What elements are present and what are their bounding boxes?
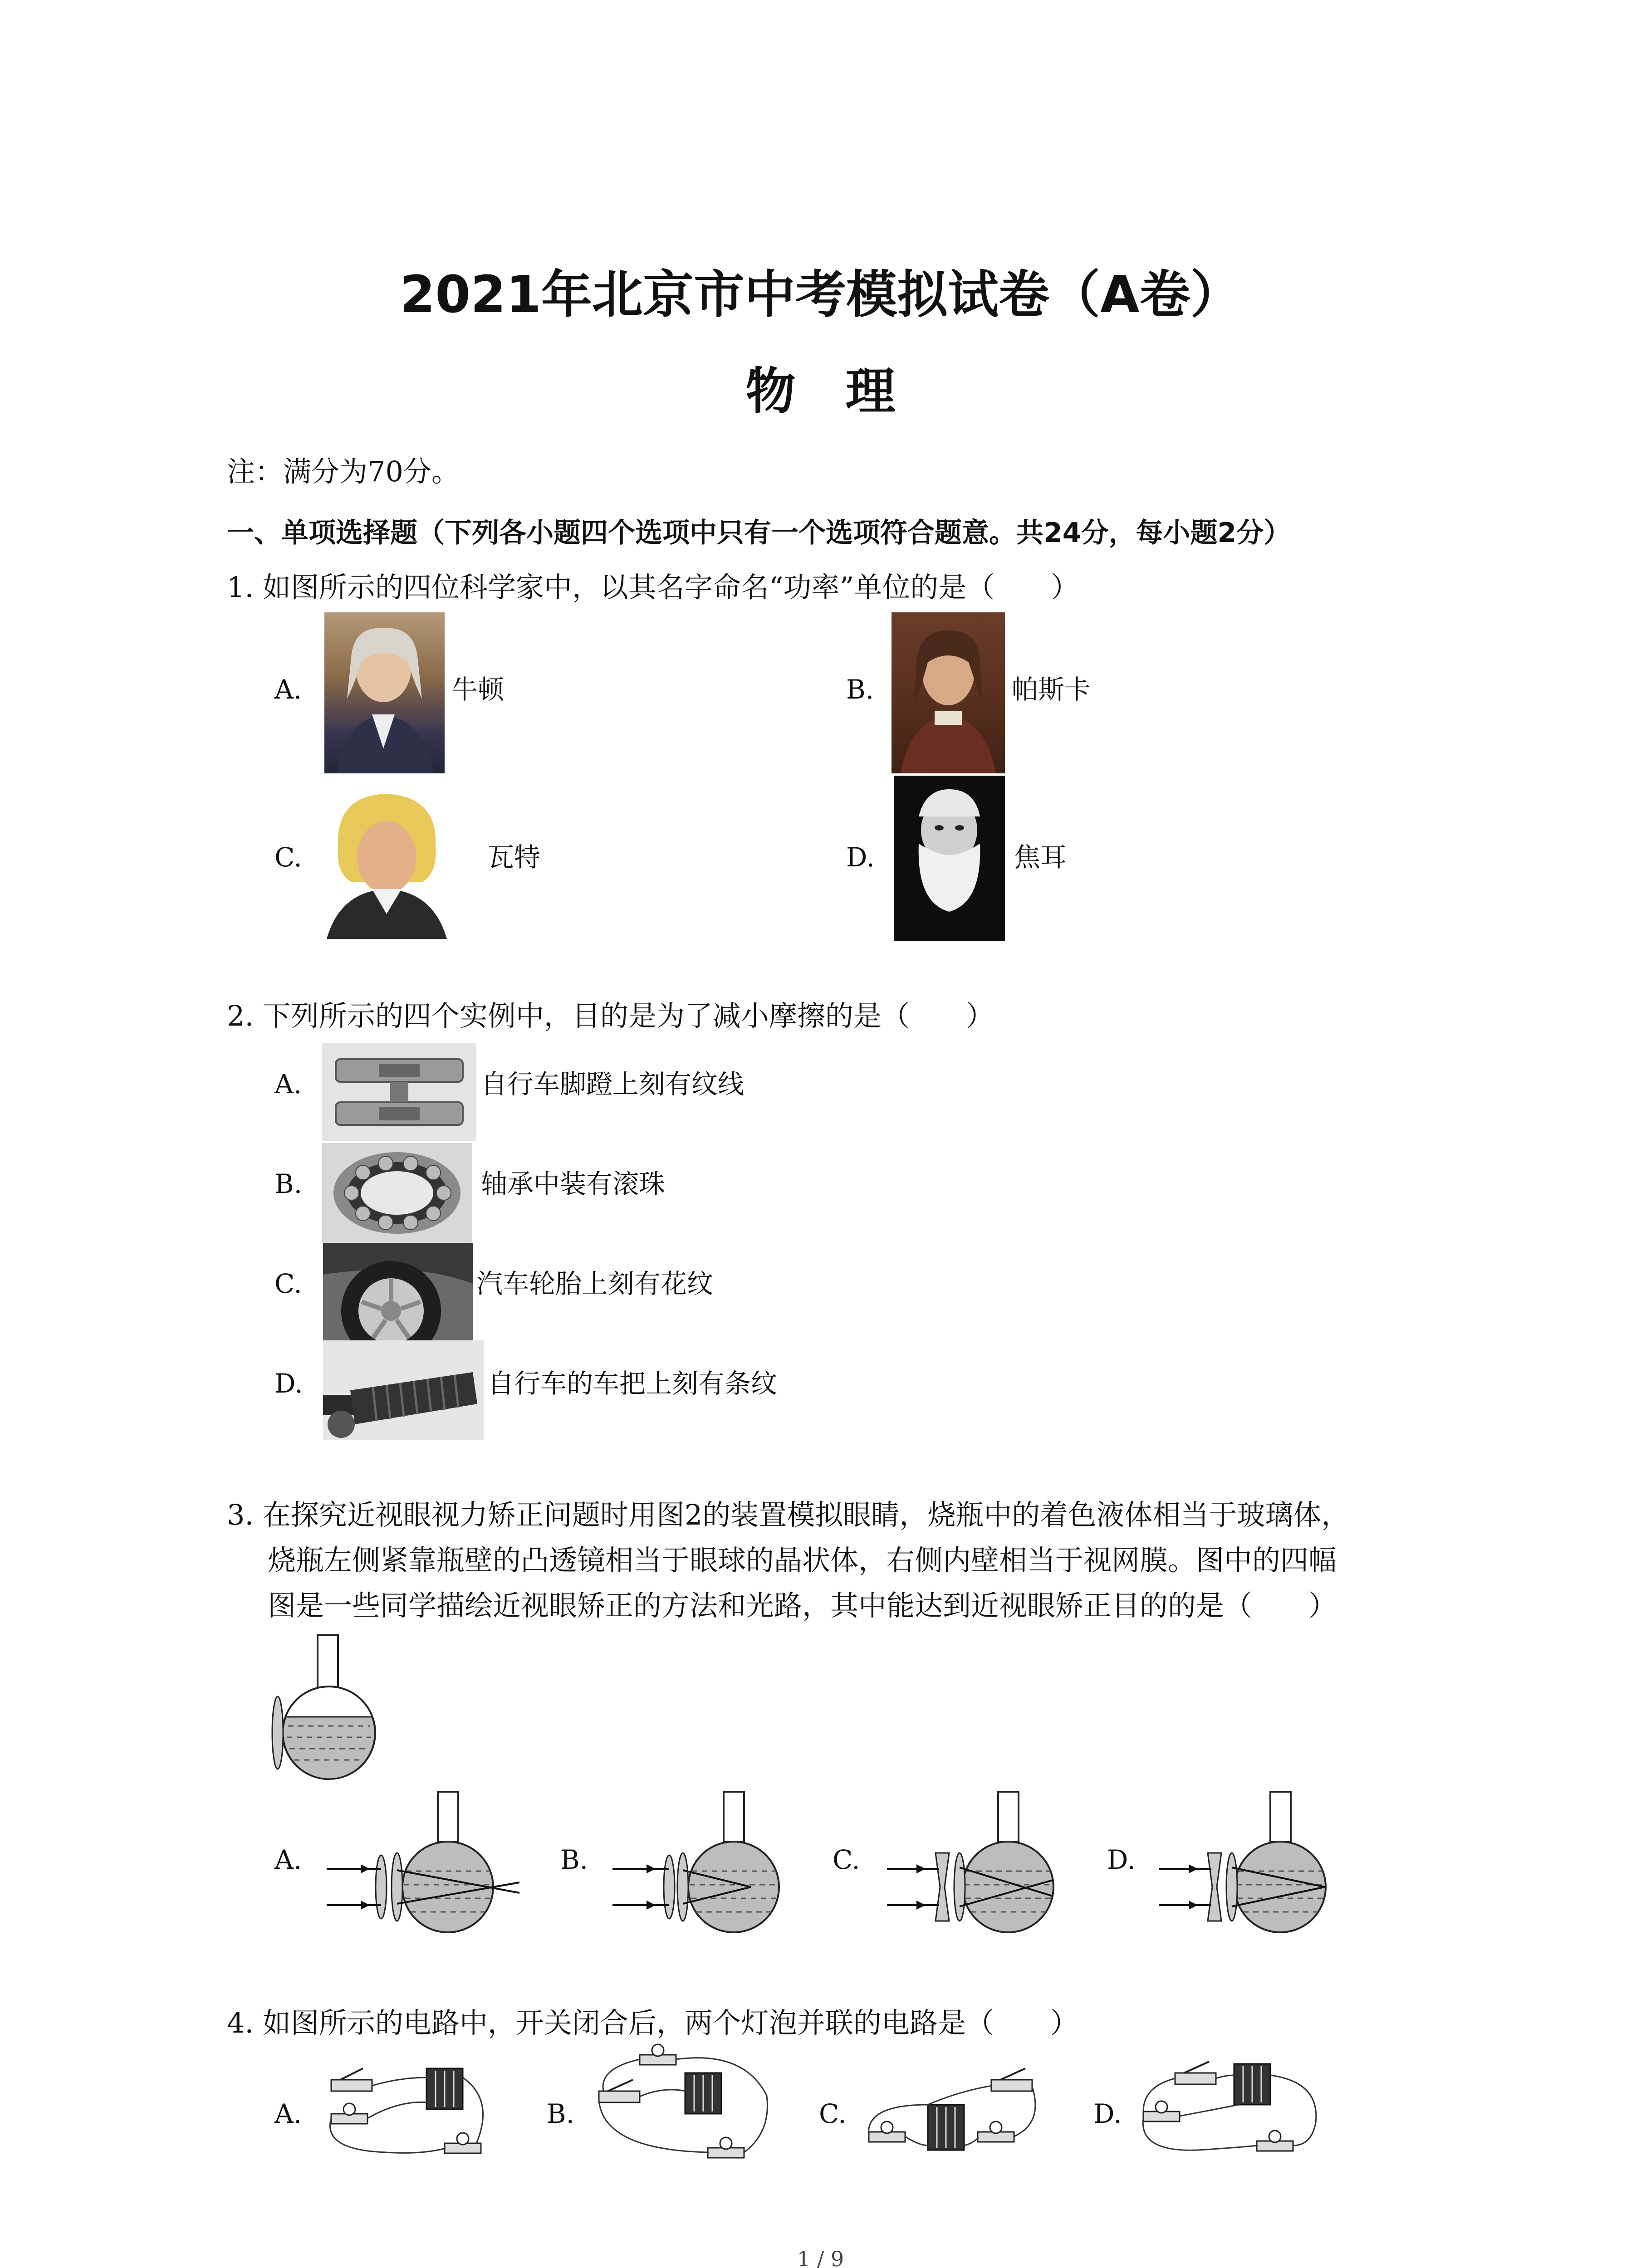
watt-portrait	[322, 778, 451, 939]
question-3-line-3: 图是一些同学描绘近视眼矫正的方法和光路，其中能达到近视眼矫正目的的是（ ）	[268, 1589, 1337, 1622]
question-3-line-1: 3. 在探究近视眼视力矫正问题时用图2的装置模拟眼睛，烧瓶中的着色液体相当于玻璃体，	[227, 1498, 1350, 1531]
page-number: 1 / 9	[797, 2247, 844, 2268]
q2-option-d-letter: D.	[274, 1368, 303, 1399]
q2-option-b-letter: B.	[274, 1168, 303, 1199]
newton-portrait	[324, 612, 445, 773]
q2-option-c-letter: C.	[274, 1268, 302, 1299]
ball-bearing-image	[322, 1143, 472, 1243]
q4-option-d-letter: D.	[1093, 2098, 1122, 2129]
bicycle-pedal-image	[322, 1043, 476, 1141]
q1-option-d-letter: D.	[846, 842, 875, 873]
q1-option-d-text: 焦耳	[1014, 842, 1067, 873]
car-tire-image	[323, 1243, 473, 1340]
question-1-stem: 1. 如图所示的四位科学家中，以其名字命名“功率”单位的是（ ）	[227, 571, 1079, 604]
pascal-portrait	[892, 612, 1005, 773]
q3-option-b-letter: B.	[560, 1844, 588, 1875]
flask-apparatus-figure	[268, 1633, 386, 1787]
q1-option-a-letter: A.	[274, 674, 302, 705]
q4-option-c-circuit	[864, 2055, 1046, 2173]
q4-option-a-circuit	[322, 2059, 504, 2168]
q3-option-a-letter: A.	[274, 1844, 302, 1875]
section-heading: 一、单项选择题（下列各小题四个选项中只有一个选项符合题意。共24分，每小题2分）	[227, 517, 1291, 549]
q1-option-b-text: 帕斯卡	[1012, 674, 1091, 705]
score-note: 注：满分为70分。	[227, 455, 460, 488]
question-3-line-2: 烧瓶左侧紧靠瓶壁的凸透镜相当于眼球的晶状体，右侧内壁相当于视网膜。图中的四幅	[268, 1544, 1337, 1577]
q2-option-a-letter: A.	[274, 1069, 302, 1100]
q2-option-a-text: 自行车脚蹬上刻有纹线	[481, 1069, 745, 1100]
joule-portrait	[894, 776, 1005, 941]
q3-option-d-letter: D.	[1107, 1844, 1136, 1875]
q1-option-a-text: 牛顿	[451, 674, 505, 705]
q4-option-b-letter: B.	[547, 2098, 575, 2129]
q4-option-c-letter: C.	[819, 2098, 847, 2129]
subject-title: 物理	[745, 362, 945, 420]
q1-option-c-text: 瓦特	[488, 842, 541, 873]
q2-option-c-text: 汽车轮胎上刻有花纹	[476, 1268, 714, 1299]
q1-option-c-letter: C.	[274, 842, 302, 873]
q1-option-b-letter: B.	[846, 674, 874, 705]
q3-option-c-letter: C.	[833, 1844, 860, 1875]
q3-option-b-diagram	[610, 1789, 792, 1944]
exam-title: 2021年北京市中考模拟试卷（A卷）	[400, 265, 1241, 324]
q2-option-b-text: 轴承中装有滚珠	[481, 1168, 666, 1199]
bicycle-handlebar-image	[323, 1340, 484, 1440]
q4-option-a-letter: A.	[274, 2098, 302, 2129]
q4-option-b-circuit	[594, 2041, 776, 2173]
q3-option-c-diagram	[885, 1789, 1066, 1944]
q3-option-a-diagram	[324, 1789, 524, 1944]
question-4-stem: 4. 如图所示的电路中，开关闭合后，两个灯泡并联的电路是（ ）	[227, 2006, 1078, 2039]
q4-option-d-circuit	[1134, 2055, 1325, 2173]
q2-option-d-text: 自行车的车把上刻有条纹	[488, 1368, 778, 1399]
q3-option-d-diagram	[1157, 1789, 1338, 1944]
question-2-stem: 2. 下列所示的四个实例中，目的是为了减小摩擦的是（ ）	[227, 999, 994, 1032]
